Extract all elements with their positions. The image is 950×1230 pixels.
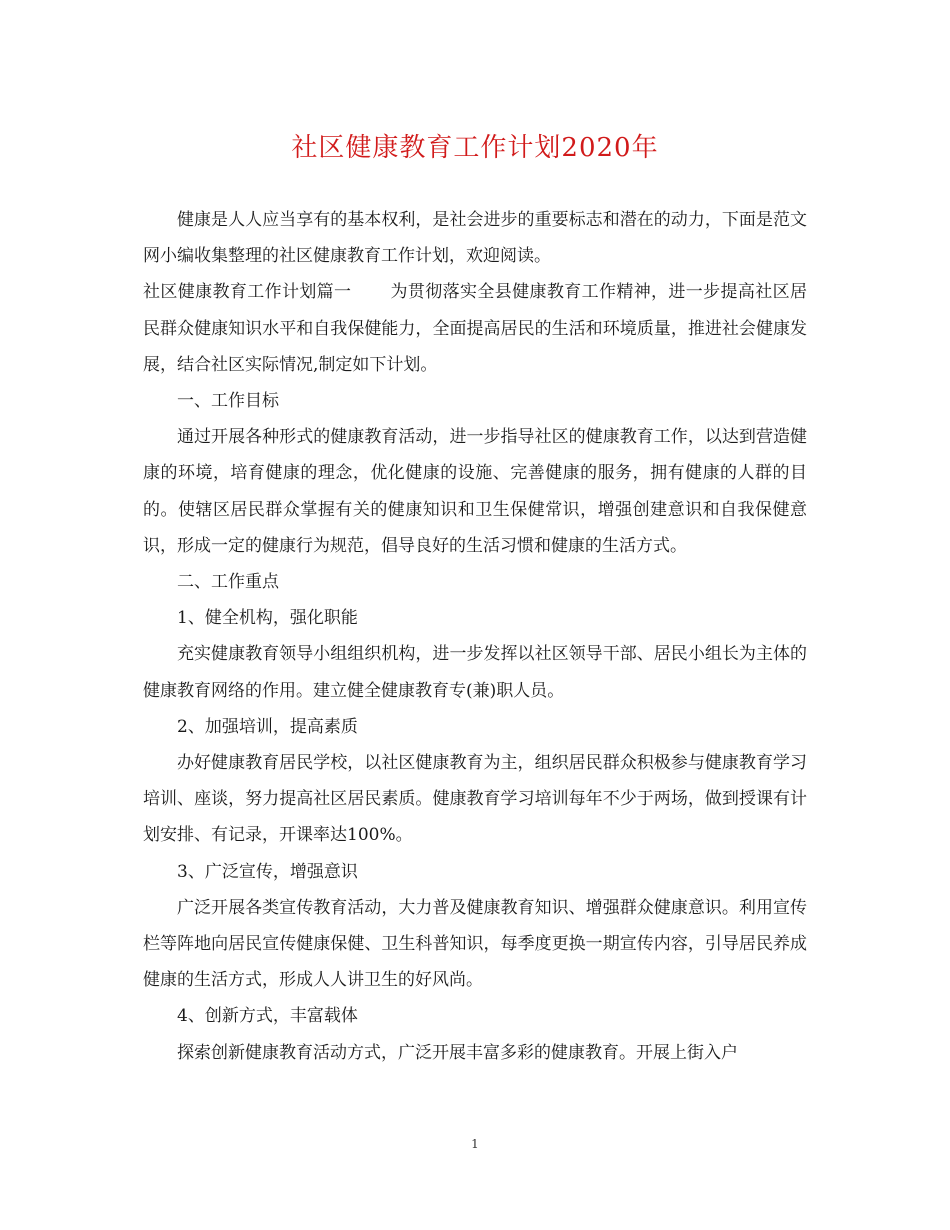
item-heading-3: 3、广泛宣传，增强意识 [177, 861, 358, 882]
item-heading-4: 4、创新方式，丰富载体 [177, 1006, 358, 1027]
item-paragraph-2: 办好健康教育居民学校，以社区健康教育为主，组织居民群众积极参与健康教育学习培训、座谈，努力提高社区居民素质。健康教育学习培训每年不少于两场，做到授课有计划安排、有记录，开课率达100%。 [143, 753, 807, 846]
goals-paragraph: 通过开展各种形式的健康教育活动，进一步指导社区的健康教育工作，以达到营造健康的环境，培育健康的理念，优化健康的设施、完善健康的服务，拥有健康的人群的目的。使辖区居民群众掌握有关的健康知识和卫生保健常识，增强创建意识和自我保健意识，形成一定的健康行为规范，倡导良好的生活习惯和健康的生活方式。 [143, 427, 807, 556]
item-paragraph-1: 充实健康教育领导小组组织机构，进一步发挥以社区领导干部、居民小组长为主体的健康教育网络的作用。建立健全健康教育专(兼)职人员。 [143, 644, 807, 701]
item-heading-2: 2、加强培训，提高素质 [177, 716, 358, 737]
document-body [143, 202, 807, 1071]
part-label: 社区健康教育工作计划篇一 [143, 282, 352, 303]
part-text: 为贯彻落实全县健康教育工作精神，进一步提高社区居民群众健康知识水平和自我保健能力，全面提高居民的生活和环境质量，推进社会健康发展，结合社区实际情况,制定如下计划。 [143, 282, 808, 375]
intro-paragraph: 健康是人人应当享有的基本权利，是社会进步的重要标志和潜在的动力，下面是范文网小编收集整理的社区健康教育工作计划，欢迎阅读。 [143, 210, 807, 267]
item-paragraph-4: 探索创新健康教育活动方式，广泛开展丰富多彩的健康教育。开展上街入户 [177, 1042, 738, 1063]
document-title: 社区健康教育工作计划2020年 [291, 133, 659, 163]
section-heading-focus: 二、工作重点 [177, 572, 279, 593]
part-one-paragraph [143, 274, 807, 383]
item-paragraph-3: 广泛开展各类宣传教育活动，大力普及健康教育知识、增强群众健康意识。利用宣传栏等阵地向居民宣传健康保健、卫生科普知识，每季度更换一期宣传内容，引导居民养成健康的生活方式，形成人人讲卫生的好风尚。 [143, 897, 807, 991]
item-heading-1: 1、健全机构，强化职能 [177, 608, 358, 629]
section-heading-goals: 一、工作目标 [177, 391, 279, 412]
page-number: 1 [471, 1137, 479, 1151]
